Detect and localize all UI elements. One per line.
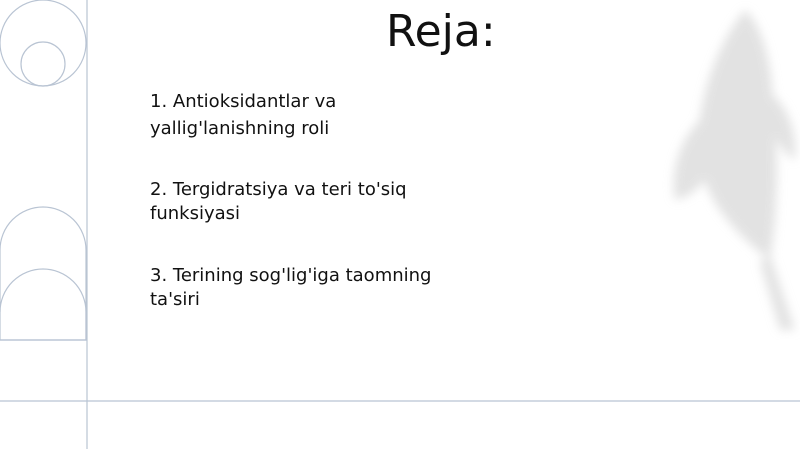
agenda-item-3-line-2: ta'siri — [150, 289, 200, 310]
agenda-item-2-line-1: 2. Tergidratsiya va teri to'siq — [150, 179, 407, 200]
large-circle — [0, 0, 86, 86]
agenda-item-1-line-1: 1. Antioksidantlar va — [150, 91, 337, 112]
upper-arch — [0, 207, 86, 340]
small-circle — [21, 42, 65, 86]
agenda-item-2-line-2: funksiyasi — [150, 203, 241, 224]
agenda-item-3-line-1: 3. Terining sog'lig'iga taomning — [150, 265, 432, 286]
agenda-item-2 — [150, 178, 470, 226]
agenda-item-1-line-2: yallig'lanishning roli — [150, 118, 330, 139]
agenda-item-3 — [150, 264, 470, 312]
lower-arch — [0, 269, 86, 340]
slide-title: Reja: — [386, 6, 496, 57]
agenda-item-1 — [150, 90, 470, 141]
leaf-icon — [660, 0, 800, 340]
